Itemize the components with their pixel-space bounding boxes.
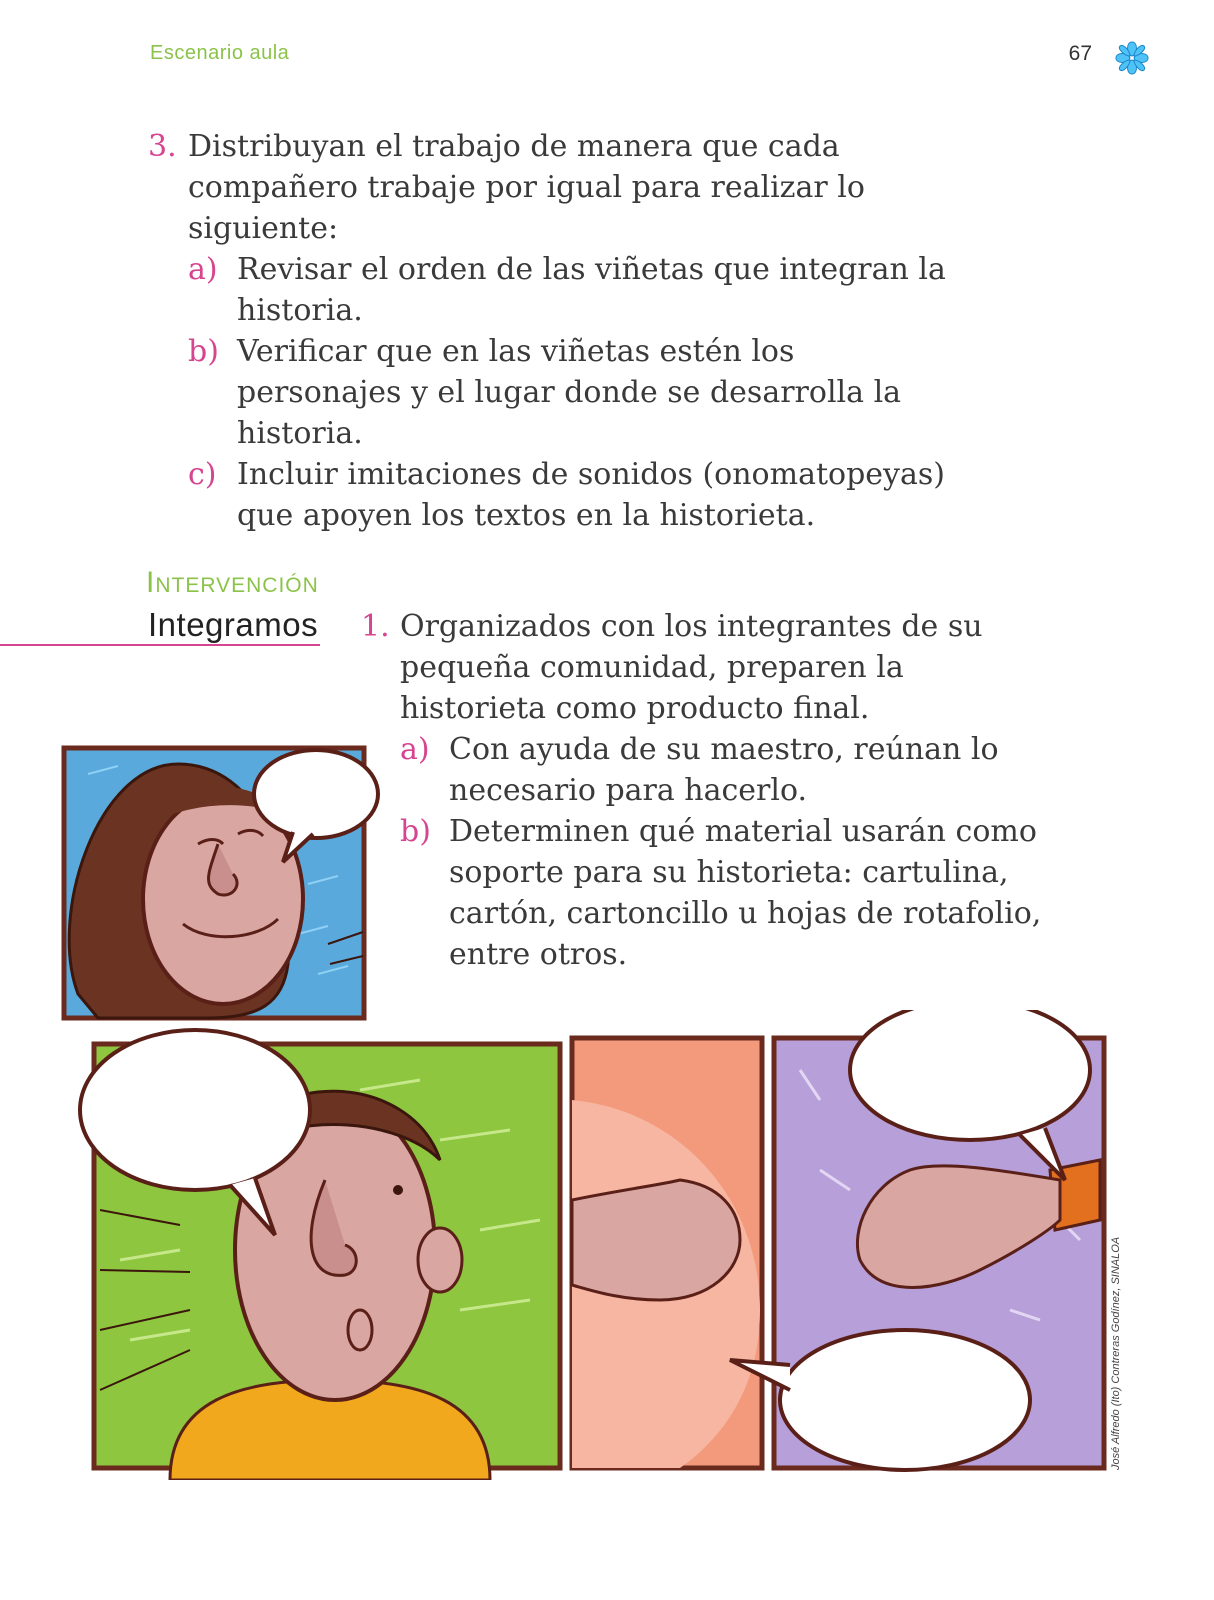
list-item-text: Revisar el orden de las viñetas que integran la historia. [237,252,946,328]
flower-logo-icon [1112,38,1152,78]
list-item-text: Determinen qué material usarán como soporte para su historieta: cartulina, cartón, cartoncillo u hojas de rotafolio, entre otros. [449,814,1042,972]
list-item-text: Verificar que en las viñetas estén los personajes y el lugar donde se desarrolla la historia. [237,334,902,451]
list-item-text: Con ayuda de su maestro, reúnan lo necesario para hacerlo. [449,732,999,808]
list-item [188,454,948,536]
list-item-letter: c) [188,457,217,492]
section-rule [0,644,320,646]
list-item [188,331,948,454]
comic-panel-woman [58,734,388,1024]
task-1-text: Organizados con los integrantes de su pequeña comunidad, preparen la historieta como producto final. [400,609,983,726]
list-item [400,729,1051,811]
section-title: Integramos [148,606,319,643]
task-3-subitems [188,249,948,536]
task-3-number: 3. [148,129,177,164]
list-item [400,811,1051,975]
list-item-text: Incluir imitaciones de sonidos (onomatopeyas) que apoyen los textos en la historieta. [237,457,945,533]
task-1 [361,606,1051,975]
task-1-subitems [400,729,1051,975]
comic-strip-illustration [60,1010,1120,1480]
illustration-credit: José Alfredo (Ito) Contreras Godínez, SINALOA [1110,1236,1122,1470]
list-item-letter: a) [188,252,218,287]
section-header: Escenario aula [150,42,290,64]
list-item-letter: b) [400,814,431,849]
task-1-main [361,606,1051,729]
task-3 [148,126,948,536]
task-1-number: 1. [361,609,390,644]
list-item [188,249,948,331]
task-3-text: Distribuyan el trabajo de manera que cada compañero trabaje por igual para realizar lo siguiente: [188,129,865,246]
list-item-letter: a) [400,732,430,767]
page-number: 67 [1068,42,1092,65]
list-item-letter: b) [188,334,219,369]
task-3-main [148,126,948,249]
section-kicker: Intervención [146,566,319,599]
